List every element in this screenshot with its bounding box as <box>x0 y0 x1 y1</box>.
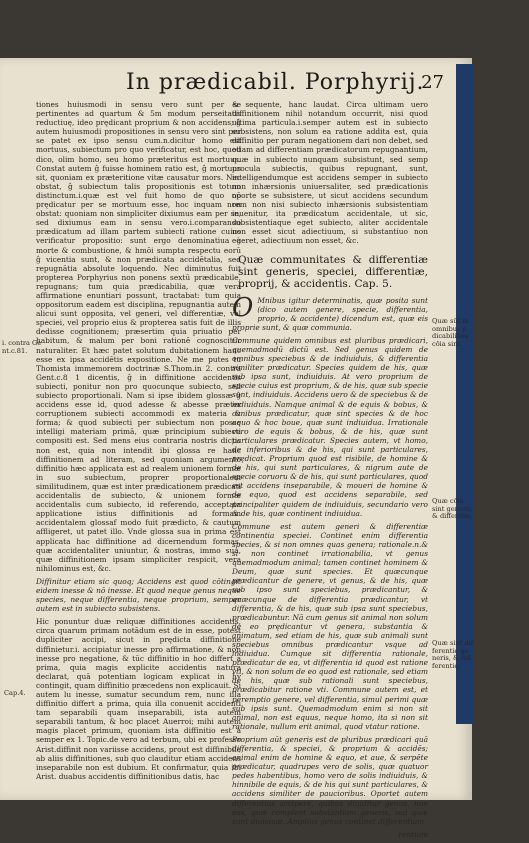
catchword: rentiam <box>398 829 428 839</box>
left-paragraph-2: Hic ponuntur duæ reliquæ diffinitiones accidentis, circa quarum primam notādum est de in esse, potest dupliciter accipi, sicut in prędicta diffinitione diffinietur.i. accipiatur inesse pro affirmatione, & non inesse pro negatione, & tūc diffinitio in hoc differt a prima, quia magis explicite accidentis naturā declarat, quā potentiam logicam explicat in hy contingit, quam diffinitio præcedens non explicauit. Si autem lu inesse, sumatur secundum rem, nunc illa diffinitio differt a prima, quia illa conuenit accidenti tam separabili quam inseparabili, ista autem separabili tantum, & hoc placet Auerroi; mihi autem magis placet primum, quoniam ista diffinitio est à semper ex 1. Topic.de vero ad terbum, ubi ex professo Arist.diffinit non variisse accidens, prout est diffinibile ab aliis diffinitiones, sub quo clauditur etiam accidens inseparabile non est dubium. Et confirmatur, quia ibi Arist. duabus accidentis diffinitionibus datis, hac <box>36 617 241 781</box>
margin-note-differentiae-generis: Quæ sint dif ferentię ge- neris, & dif- ferentię. <box>432 639 474 670</box>
right-paragraph-2-text: Mnibus igitur determinatis, quæ posita sunt (dico autem genere, specie, differentia, proprio, & accidente) dicendum est, quæ eis proprie sunt, & quæ communia. <box>232 295 428 332</box>
book-edge <box>456 64 474 724</box>
margin-note-contra-gent: i. contra Ge nt.c.81. <box>2 339 42 355</box>
margin-note-cap4: Cap.4. <box>4 689 26 697</box>
right-column <box>232 100 428 843</box>
right-paragraph-4: Commune est autem generi & differentiæ continentia speciei. Continet enim differentia species, & si non omnes quas genera; rationale.n.& si non continet irrationabilia, vt genus quemadmodum animal; tamen continet hominem & Deum, quæ sunt species. Et quæcunque prædicantur de genere, vt genus, & de his, quæ sub ipso sunt speciebus, prædicantur, & quæcunque de differentia prædicantur, vt differentia, & de his, quæ sub ipsa sunt speciebus, prædicabuntur. Nā cum genus sit animal non solum de eo prędicantur vt genera, substantia & animatum, sed etiam de his, quæ sub animali sunt speciebus omnibus prædicantur vsque ad indiuidua. Cumque sit differentia rationale, prædicatur de ea, vt differentia id quod est ratione vti, & non solum de eo quod est rationale, sed etiam de his, quæ sub rationali sunt speciebus, prædicabitur ratione vti. Commune autem est, et peremptio genere, vel differentia, simul perimi quæ sub ipsis sunt. Quemadmodum enim si non sit animal, non est equus, neque homo, ita si non sit rationale, nullum erit animal, quod vtatur ratione. <box>232 521 429 731</box>
page-number: 27 <box>421 72 444 93</box>
chapter-heading: Quæ communitates & differentiæ sint generis, speciei, differentiæ, proprij, & accidentis. Cap. 5. <box>238 253 428 290</box>
margin-note-communia: Quæ sūt in omnibus ρ dicabilibus cōia sint. <box>432 317 469 348</box>
margin-note-generis-differentiae: Quæ cōia sint generis & differētię. <box>432 497 473 521</box>
left-paragraph-1: tiones huiusmodi in sensu vero sunt per se pertinentes ad quartum & 5m modum perseitatis reductiuę, ideo prędicant proprium & non accidens; ĝ autem huiusmodi propositiones in sensu vero sint per se patet ex ipso sensu cum.n.dicitur homo est mortuus, subiectum pro quo verificatur, est hoc, quod dico, olim homo, seu homo præteritus est mortuus. Constat autem ĝ fuisse hominem ratio est, ĝ mortuus sit, quoniam ex præteritione vitæ causatur mors. Nec obstat, ĝ subiectum talis propositionis est totum distinctum.i.quæ est vel fuit homo de quo nō prędicatur per se mortuum esse, hoc inquam non obstat: quoniam non simpliciter dixiumus eam per se, sed dixiumus eam in sensu vero.i.comparando prædicatum ad illam partem subiecti ratione cuius verificatur propositio: sunt ergo denominatiua à morte & combustione, & hmōi sumpta respectu eorū ĝ vicentia sunt, & non prædicata accidētalia, sed repugnātia absolute loquendo. Nec diminutus fuit propterea Porphyrius non ponens sextū prædicabile, repugnans; tum quia prædicabilia, quæ vera affirmatione enuntiari possunt, tractabat: tum quia oppositorum eadem est disciplina, repugnantia autem alicui sunt opposita, vel generi, vel differentiæ, vel speciei, vel proprio eius & propterea satis fuit de illis dedisse cognitionem; præsertim quia priuatio per habitum, & malum per boni rationē cognoscitur naturaliter. Et hæc patet solutum dubitationem hanc esse ex ipsa accidētis expositione. Ne me putes tu Thomista immemorem doctrinæ S.Thom.in 2. contra Gent.c.8 1 dicentis, ĝ in diffinitione accidentis subiecti, ponitur non pro quocunque subiecto, sed subiecto proportionali. Nam si ipse ibidem glossæ ĝ accidens esse id, quod adesse & abesse præter corruptionem subiecti accommodi ex materia & forma; & quod subiecti per subiectum non posse intelligi materiam primā, quæ principium subiecti compositi est. Sed mens eius contraria nostris dictis non est, quia non intendit ibi glossa re hanc diffinitionem ad literam, sed quoniam argumento diffinitio hæc applicata est ad realem unionem formæ in suo subiectum, proprer proportionalem similitudinem, quæ est inter prædicationem prædicati accidentalis de subiecto, & unionem formæ accidentalis cum subiecto, id referendo, acceptata applicatione istius diffinitionis ad formam accidentalem glossaf modo fuit prædicto, & cautum affligeret, ut patet illo. Vnde glossa sua in prima est applicata hac diffinitione ad dicernendum formas, quæ accidentaliter uniuntur, & nostras, immo sua, quæ diffinitionem ipsam simpliciter respicit, vera nihilominus est, &c. <box>36 100 241 573</box>
right-paragraph-5: Proprium aūt generis est de pluribus prædicari quā differentia, & speciei, & proprium & accidēs; animal enim de homine & equo, et aue, & serpēte prædicatur, quadrupes vero de solis, quæ quatuor pedes habentibus, homo vero de solis indiuiduis, & hinnibile de equis, & de his qui sunt particulares, & accidens similiter de paucioribus. Oportet autem differentias accipere, quibus diuiditur genus, non eas, quæ complent substantiam generis, sed quæ sunt diuisiuæ. Amplius genus continet differentiam <box>232 734 428 826</box>
left-column <box>36 100 241 785</box>
right-paragraph-2 <box>232 292 428 332</box>
right-paragraph-3: Commune quidem omnibus est pluribus prædicari, quemadmodū dictū est. Sed genus quidem de omnibus speciebus & de indiuiduis, & differentia similiter prædicatur. Species quidem de his, quæ sub ipsa sunt, indiuiduis. At vero proprium de specie cuius est proprium, & de his, quæ sub specie sunt, indiuiduis. Accidens uero & de speciebus & de indiuiduis. Namque animal & de equis & bobus, & canibus prædicatur, quæ sint species & de hoc equo & hoc boue, quæ sunt indiuidua. Irrationale vero de equis & bobus, & de his, quæ sunt particulares prædicatur. Species autem, vt homo, de inferioribus & de his, qui sunt particulares, prędicat. Proprium quod est risibile, de homine & de his, qui sunt particulares, & nigrum aute de specie coruoru & de his, qui sunt particulares, quod est accidens inseparabile, & moueri de homine & de equo, quod est accidens separabile, sed principaliter quidem de indiuiduis, secundario vero & de his, quæ continent indiuidua. <box>232 335 428 518</box>
running-header <box>30 70 450 102</box>
drop-cap: O <box>232 292 254 323</box>
running-title: In prædicabil. Porphyrij. <box>126 70 425 95</box>
left-definition: Diffinitur etiam sic quoq; Accidens est quod cōtingit eidem inesse & nō inesse. Et quod neque genus neque species, neque differentia, neque proprium, semper autem est in subiecto subsistens. <box>36 576 241 614</box>
right-paragraph-1: & sequente, hanc laudat. Circa ultimam uero diffinitionem nihil notandum occurrit, nisi quod ultima particula.i.semper autem est in subiecto subsistens, non solum ea ratione addita est, quia diffinitio per puram negationem dari non debet, sed etiam ad differentiam prædicatorum repugnantium, quæ in subiecto nunquam subsistunt, sed semp procula subiectis, quibus repugnant, sunt, intelligendumque est accidens semper in subiecto non inhærsionis uniuersaliter, sed prædicationis oporte se subsistere, ut sicut accidens secundum rem non nisi subiecto inhærsionis subsistentiam inuenitur, ita prædicatum accidentale, ut sic, subsistentiaque eget subiecto, aliter accidentale non esset sicut adiectiuum, si substantiuo non egeret, adiectiuum non esset, &c. <box>232 100 428 246</box>
